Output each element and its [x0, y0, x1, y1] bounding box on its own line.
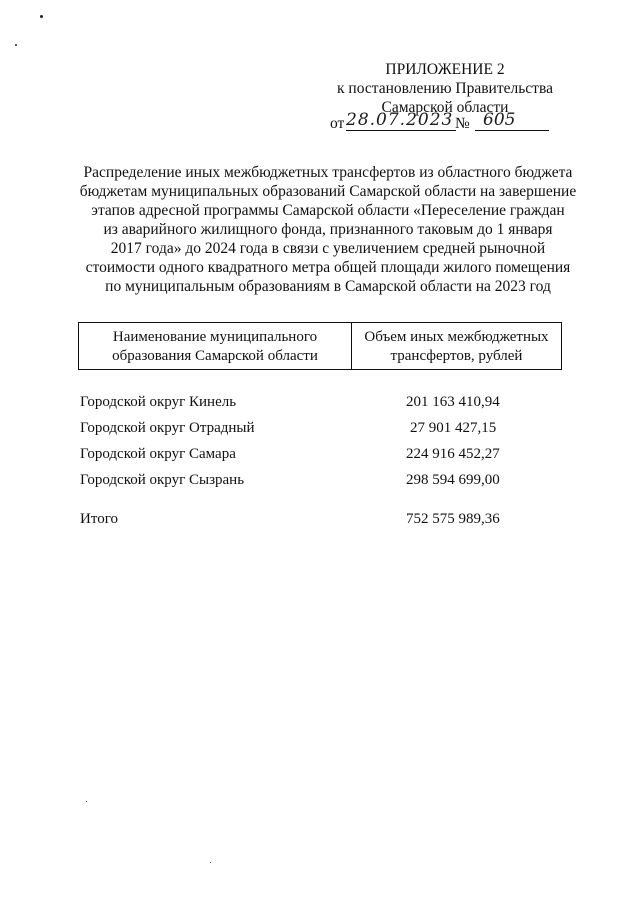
total-amount: 752 575 989,36 — [406, 511, 500, 527]
title-line: бюджетам муниципальных образований Самарской области на завершение — [79, 183, 577, 200]
column-header-amount-line: трансфертов, рублей — [390, 348, 523, 364]
municipality-name: Городской округ Кинель — [80, 394, 237, 410]
title-line: из аварийного жилищного фонда, признанного таковым до 1 января — [103, 221, 553, 238]
number-label: № — [455, 115, 470, 132]
column-header-amount — [352, 323, 561, 369]
document-title — [78, 163, 578, 296]
transfer-amount: 201 163 410,94 — [406, 394, 500, 410]
appendix-subtitle: к постановлению Правительства — [337, 80, 553, 97]
transfer-amount: 298 594 699,00 — [406, 472, 500, 488]
table-row — [80, 393, 560, 419]
table-total-row — [80, 511, 560, 535]
table-body — [80, 393, 560, 497]
scan-speck — [40, 15, 43, 18]
municipality-name: Городской округ Самара — [80, 446, 236, 462]
column-header-amount-line: Объем иных межбюджетных — [364, 329, 549, 345]
municipality-name: Городской округ Отрадный — [80, 420, 255, 436]
title-line: 2017 года» до 2024 года в связи с увеличением средней рыночной — [110, 240, 546, 257]
scan-speck — [210, 862, 211, 863]
column-header-name-line: образования Самарской области — [112, 348, 318, 364]
appendix-region: Самарской области — [381, 99, 509, 116]
column-header-name — [79, 323, 352, 369]
table-row — [80, 471, 560, 497]
scan-speck — [86, 801, 87, 802]
title-line: по муниципальным образованиям в Самарской области на 2023 год — [105, 278, 551, 295]
transfer-amount: 27 901 427,15 — [410, 420, 497, 436]
column-header-name-line: Наименование муниципального — [112, 329, 318, 345]
table-row — [80, 419, 560, 445]
handwritten-date: 28.07.2023 — [346, 110, 456, 131]
decree-date-number — [330, 110, 560, 135]
table-header — [78, 322, 562, 370]
title-line: стоимости одного квадратного метра общей площади жилого помещения — [85, 259, 571, 276]
scan-speck — [15, 44, 17, 46]
total-label: Итого — [80, 511, 118, 527]
handwritten-number: 605 — [475, 110, 549, 131]
appendix-header — [300, 60, 590, 117]
title-line: Распределение иных межбюджетных трансфертов из областного бюджета — [83, 164, 573, 181]
title-line: этапов адресной программы Самарской области «Переселение граждан — [91, 202, 565, 219]
table-row — [80, 445, 560, 471]
municipality-name: Городской округ Сызрань — [80, 472, 245, 488]
date-prefix: от — [330, 115, 345, 132]
appendix-title: ПРИЛОЖЕНИЕ 2 — [385, 61, 505, 78]
transfer-amount: 224 916 452,27 — [406, 446, 500, 462]
